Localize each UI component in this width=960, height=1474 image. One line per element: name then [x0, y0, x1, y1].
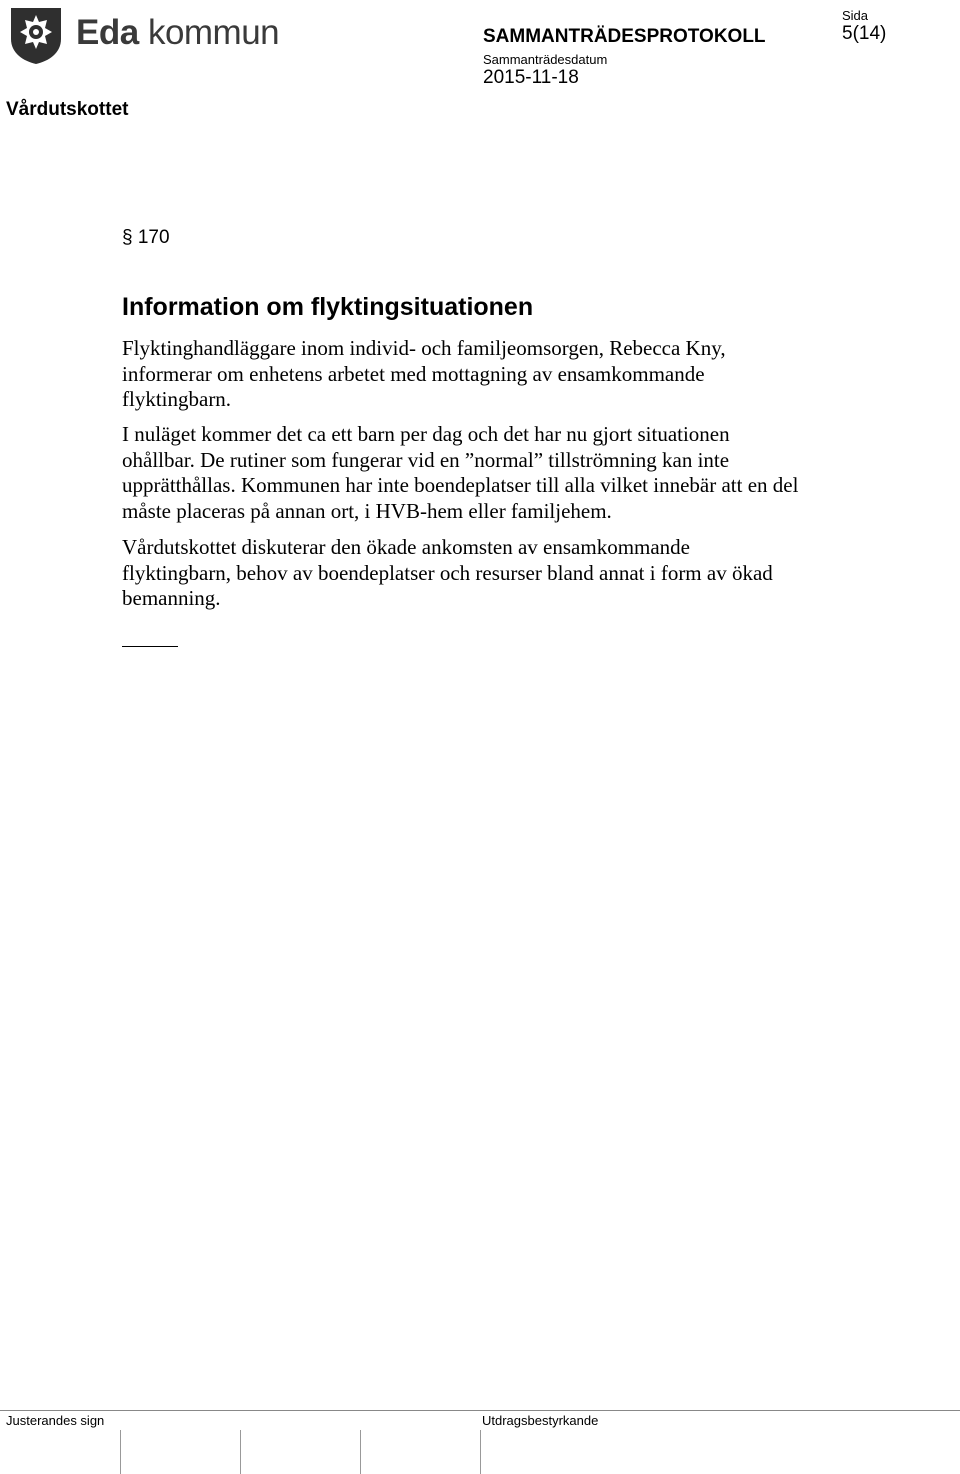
signature-box-divider [240, 1430, 241, 1474]
document-title: SAMMANTRÄDESPROTOKOLL [483, 26, 766, 47]
body-paragraph [122, 336, 802, 413]
signature-box-divider [480, 1430, 481, 1474]
body-paragraph-text: I nuläget kommer det ca ett barn per dag och det har nu gjort situationen ohållbar. De rutiner som fungerar vid en ”normal” tillströmning kan inte upprätthållas. Kommunen har inte boendeplatser till alla vilket innebär att en del måste placeras på annan ort, i HVB-hem eller familjehem. [122, 422, 799, 523]
brand-name [76, 13, 279, 53]
signature-box-divider [120, 1430, 121, 1474]
meeting-date-label: Sammanträdesdatum [483, 52, 608, 67]
body-paragraph [122, 422, 802, 524]
signatures-label: Justerandes sign [6, 1413, 105, 1428]
brand-name-regular: kommun [147, 13, 280, 52]
brand-name-bold: Eda [76, 13, 139, 52]
paragraph-number: § 170 [122, 227, 170, 248]
body-paragraph-text: Vårdutskottet diskuterar den ökade ankomsten av ensamkommande flyktingbarn, behov av boendeplatser och resurser bland annat i form av ökad bemanning. [122, 535, 773, 611]
body-paragraph-text: Flyktinghandläggare inom individ- och familjeomsorgen, Rebecca Kny, informerar om enhetens arbetet med mottagning av ensamkommande flyktingbarn. [122, 336, 726, 412]
page-label: Sida [842, 8, 869, 23]
fortress-shield-icon [6, 5, 66, 65]
meeting-date-value: 2015-11-18 [483, 67, 579, 88]
signature-box-divider [360, 1430, 361, 1474]
section-heading: Information om flyktingsituationen [122, 293, 534, 321]
section-end-rule [122, 646, 178, 647]
body-paragraph [122, 535, 802, 612]
municipality-logo [6, 5, 66, 65]
footer-divider [0, 1410, 960, 1411]
page-number: 5(14) [842, 23, 887, 44]
certification-label: Utdragsbestyrkande [482, 1413, 599, 1428]
committee-name: Vårdutskottet [6, 99, 129, 120]
